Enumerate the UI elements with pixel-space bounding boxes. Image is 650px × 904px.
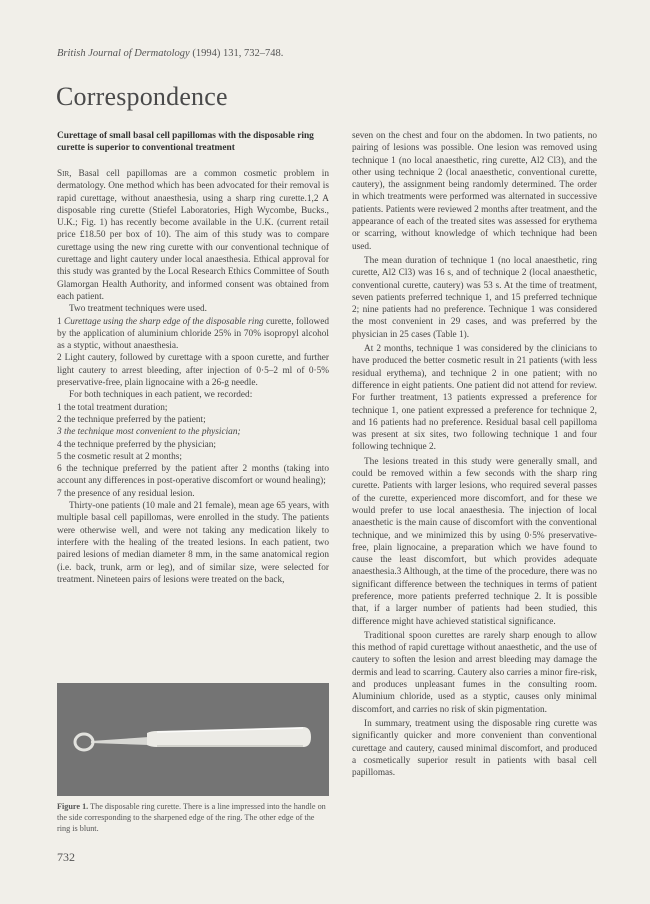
recorded-item: 7 the presence of any residual lesion.	[57, 488, 195, 499]
technique-1	[57, 316, 329, 353]
article-title: Curettage of small basal cell papillomas with the disposable ring curette is superior to conventional treatment	[57, 131, 314, 153]
right-paragraph: seven on the chest and four on the abdomen. In two patients, no pairing of lesions was possible. One lesion was removed using technique 1 (no local anaesthetic, ring curette, Al2 Cl3), and the other using technique 2 (local anaesthetic, conventional curette, cautery), the assignment being randomly determined. The order in which treatments were performed was alternated in successive patients. Patients were reviewed 2 months after treatment, and the appearance of each of the treated sites was assessed for erythema or scarring, without knowledge of which technique had been used.	[352, 131, 597, 252]
journal-name: British Journal of Dermatology	[57, 48, 190, 59]
technique-1-number: 1	[57, 316, 62, 327]
ring-curette-photo	[57, 683, 329, 796]
patients-paragraph: Thirty-one patients (10 male and 21 female), mean age 65 years, with multiple basal cell papillomas, were enrolled in the study. The patients were otherwise well, and were not taking any medication likely to interfere with the healing of the treated lesions. In each patient, two paired lesions of median diameter 8 mm, in the same anatomical region (i.e. back, trunk, arm or leg), and of similar size, were selected for treatment. Nineteen pairs of lesions were treated on the back,	[57, 501, 329, 585]
journal-reference	[57, 48, 283, 59]
right-paragraph: The mean duration of technique 1 (no local anaesthetic, ring curette, Al2 Cl3) was 16 s, and of technique 2 (local anaesthetic, conventional curette, cautery) was 53 s. At the time of treatment, seven patients preferred technique 1, and 15 preferred technique 2; nine patients had no preference. Technique 1 was considered the most convenient in 29 cases, and was preferred by the physician in 25 cases (Table 1).	[352, 255, 597, 340]
technique-1-italic: Curettage using the sharp edge of the disposable ring	[61, 316, 264, 327]
technique-1-text: curette, followed by the application of aluminium chloride 25% in 70% isopropyl alcohol as a styptic, without anaesthesia.	[57, 316, 329, 352]
right-paragraph: Traditional spoon curettes are rarely sharp enough to allow this method of rapid curettage without anaesthetic, and the use of cautery to soften the lesion and arrest bleeding may damage the dermis and lead to scarring. Cautery also carries a minor fire-risk, and produces unpleasant fumes in the consulting room. Aluminium chloride, used as a styptic, causes only minimal discomfort, and carries no risk of skin pigmentation.	[352, 630, 597, 715]
right-paragraph: At 2 months, technique 1 was considered by the clinicians to have produced the better cosmetic result in 21 patients (with less residual erythema), and technique 2 in one patient; with no difference in eight patients. One patient did not attend for review. For further treatment, 13 patients expressed a preference for technique 1, one patient expressed a preference for technique 2, and 16 patients had no preference. Residual basal cell papilloma was present at six sites, two following technique 1 and four following technique 2.	[352, 344, 597, 453]
figure-caption-text: The disposable ring curette. There is a line impressed into the handle on the side corresponding to the sharpened edge of the ring. The other edge of the ring is blunt.	[57, 802, 326, 833]
recorded-intro: For both techniques in each patient, we recorded:	[69, 390, 253, 401]
right-paragraph: In summary, treatment using the disposable ring curette was significantly quicker and more convenient than conventional curettage and cautery, caused minimal discomfort, and produced a cosmetically superior result in patients with basal cell papillomas.	[352, 718, 597, 779]
recorded-item: 4 the technique preferred by the physician;	[57, 439, 217, 450]
section-title: Correspondence	[56, 82, 228, 111]
right-paragraph: The lesions treated in this study were generally small, and could be removed within a few seconds with the sharp ring curette. Patients with larger lesions, who required several passes of the curette, experienced more discomfort, and for these we would prefer to use local anaesthesia. The injection of local anaesthetic is the main cause of discomfort with the conventional technique, and we minimized this by using 0·5% preservative-free, plain lignocaine, a preparation which we have found to cause the least discomfort, but which provides adequate anaesthesia.3 Although, at the time of the procedure, there was no significant difference between the techniques in terms of patient preference, more patients preferred technique 2. It is possible that, if a larger number of patients had been studied, this difference might have achieved statistical significance.	[352, 456, 597, 627]
salutation: Sir,	[57, 169, 72, 179]
left-column	[57, 130, 329, 586]
intro-text: Basal cell papillomas are a common cosmetic problem in dermatology. One method which has been advocated for their removal is rapid curettage, without anaesthesia, using a sharp ring curette.1,2 A disposable ring curette (Stiefel Laboratories, High Wycombe, Bucks., U.K.; Fig. 1) has recently become available in the U.K. (current retail price £18.50 per box of 10). The aim of this study was to compare curettage using the new ring curette with our conventional technique of curettage and light cautery under local anaesthesia. Ethical approval for this study was granted by the Local Research Ethics Committee of South Glamorgan Health Authority, and informed consent was obtained from each patient.	[57, 169, 329, 302]
figure-caption	[57, 801, 329, 834]
intro-paragraph	[57, 168, 329, 303]
recorded-item: 3 the technique most convenient to the physician;	[57, 427, 241, 438]
journal-citation: (1994) 131, 732–748.	[189, 48, 284, 59]
techniques-intro: Two treatment techniques were used.	[69, 304, 207, 315]
recorded-item: 5 the cosmetic result at 2 months;	[57, 451, 182, 462]
right-column	[352, 130, 597, 779]
recorded-item: 1 the total treatment duration;	[57, 402, 168, 413]
figure-label: Figure 1.	[57, 802, 89, 811]
page-number: 732	[57, 850, 75, 864]
technique-2: 2 Light cautery, followed by curettage with a spoon curette, and further light cautery to arrest bleeding, after injection of 0·5–2 ml of 0·5% preservative-free, plain lignocaine with a 26-g needle.	[57, 353, 329, 389]
recorded-item: 6 the technique preferred by the patient after 2 months (taking into account any differences in post-operative discomfort or wound healing);	[57, 464, 329, 487]
ring-curette-illustration	[57, 683, 329, 796]
recorded-item: 2 the technique preferred by the patient;	[57, 414, 206, 425]
